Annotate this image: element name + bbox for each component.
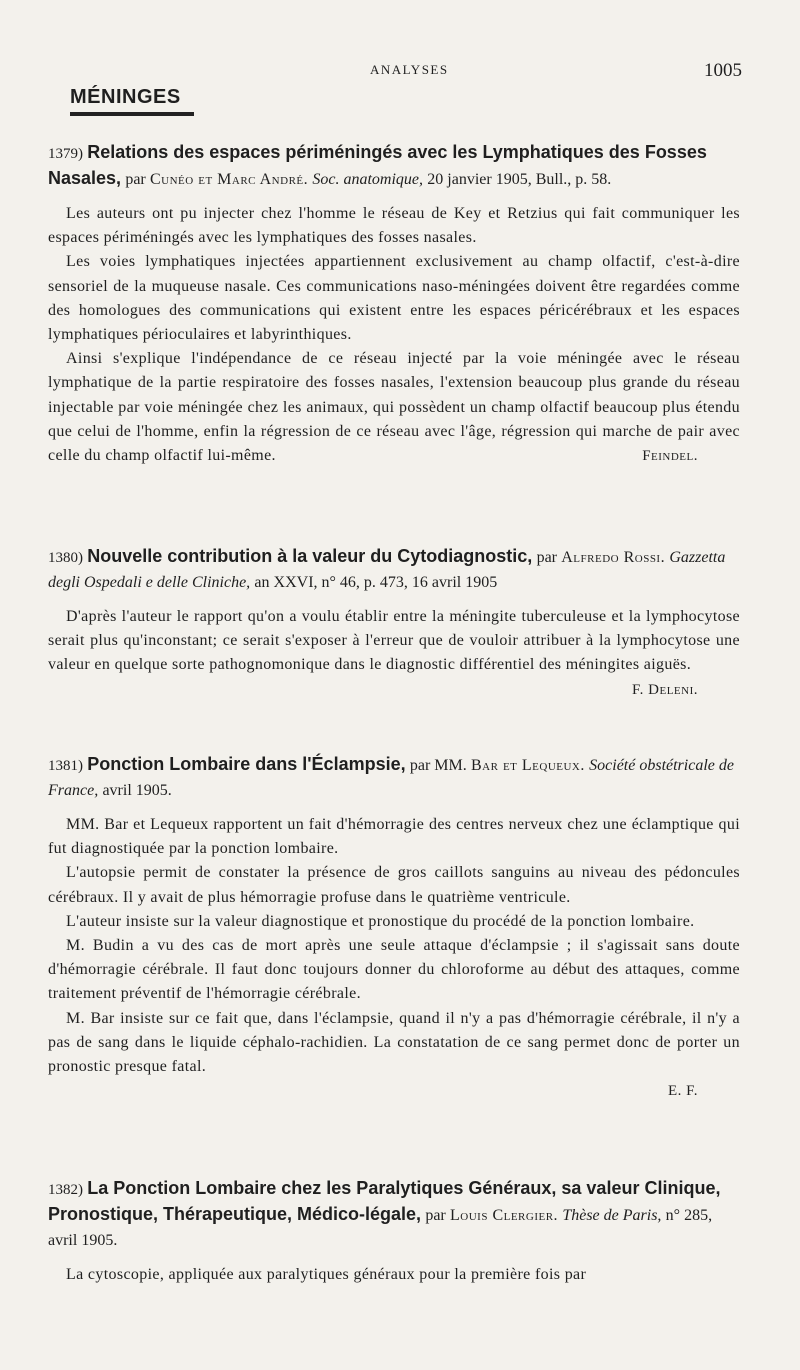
entry-authors-prefix: par [125, 171, 146, 188]
entry-paragraph: Ainsi s'explique l'indépendance de ce réseau injecté par la voie méningée avec le réseau lymphatique de la partie respiratoire des fosses nasales, l'extension beaucoup plus grande du réseau injectable par voie méningée chez les animaux, qui possèdent un champ olfactif beaucoup plus étendu que celui de l'homme, enfin la régression de ce réseau avec l'âge, régression qui marche de pair avec celle du champ olfactif lui-même. [48, 350, 740, 465]
entry-authors: Cunéo et Marc André. [150, 171, 309, 188]
abstract-entry-1381 [48, 752, 740, 1103]
entry-number: 1379) [48, 146, 83, 162]
entry-title: Ponction Lombaire dans l'Éclampsie, [87, 754, 406, 774]
entry-journal: Société obstétricale de France, [48, 757, 734, 799]
entry-title: Nouvelle contribution à la valeur du Cytodiagnostic, [87, 546, 533, 566]
entry-journal: Thèse de Paris, [562, 1207, 662, 1224]
entry-authors-prefix: par MM. [409, 757, 467, 774]
entry-number: 1380) [48, 550, 83, 566]
entry-title: Relations des espaces périméningés avec les Lymphatiques des Fosses Nasales, [48, 142, 707, 188]
abstract-entry-1379 [48, 140, 740, 468]
entry-heading [48, 752, 740, 803]
entry-paragraph: L'autopsie permit de constater la présence de gros caillots sanguins au niveau des pédoncules cérébraux. Il y avait de plus hémorragie profuse dans le quatrième ventricule. [48, 864, 740, 906]
entry-paragraph: L'auteur insiste sur la valeur diagnostique et pronostique du procédé de la ponction lombaire. [66, 912, 695, 930]
entry-details: avril 1905. [102, 782, 172, 799]
abstract-entry-1380 [48, 544, 740, 702]
entry-body [48, 202, 740, 468]
entry-signature: Feindel. [642, 448, 698, 465]
entry-heading [48, 544, 740, 595]
entry-details: an XXVI, n° 46, p. 473, 16 avril 1905 [254, 574, 498, 591]
running-head: ANALYSES [370, 62, 449, 77]
entry-number: 1381) [48, 758, 83, 774]
entry-signature: E. F. [667, 1083, 698, 1100]
section-title: MÉNINGES [70, 86, 181, 108]
entry-paragraph: Les voies lymphatiques injectées appartiennent exclusivement au champ olfactif, c'est-à-dire sensoriel de la muqueuse nasale. Ces communications naso-méningées doivent être regardées comme des homologues des communications qui existent entre les espaces péricérébraux et les espaces lymphatiques périoculaires et labyrinthiques. [48, 253, 740, 344]
entry-heading [48, 1176, 740, 1253]
entry-authors-prefix: par [536, 549, 557, 566]
entry-heading [48, 140, 740, 192]
entry-authors: Louis Clergier. [450, 1207, 559, 1224]
entry-body [48, 813, 740, 1079]
entry-paragraph: D'après l'auteur le rapport qu'on a voulu établir entre la méningite tuberculeuse et la lymphocytose serait plus qu'inconstant; ce serait s'exposer à l'erreur que de vouloir attribuer à la lymphocytose une valeur en quelque sorte pathognomonique dans le diagnostic différentiel des méningites aiguës. [48, 608, 740, 674]
entry-signature: F. Deleni. [632, 681, 698, 698]
entry-paragraph: MM. Bar et Lequeux rapportent un fait d'hémorragie des centres nerveux chez une éclamptique qui fut diagnostiquée par la ponction lombaire. [48, 816, 740, 858]
entry-body [48, 605, 740, 678]
entry-body [48, 1263, 740, 1287]
entry-details: 20 janvier 1905, Bull., p. 58. [427, 171, 612, 188]
entry-details: n° 285, avril 1905. [48, 1207, 713, 1249]
entry-paragraph: La cytoscopie, appliquée aux paralytiques généraux pour la première fois par [66, 1266, 587, 1283]
entry-paragraph: Les auteurs ont pu injecter chez l'homme le réseau de Key et Retzius qui fait communiquer les espaces périméningés avec les lymphatiques des fosses nasales. [48, 205, 740, 247]
entry-number: 1382) [48, 1182, 83, 1198]
entry-paragraph: M. Budin a vu des cas de mort après une seule attaque d'éclampsie ; il s'agissait sans doute d'hémorragie cérébrale. Il faut donc toujours donner du chloroforme au début des attaques, comme traitement préventif de l'hémorragie cérébrale. [48, 937, 740, 1003]
abstract-entry-1382 [48, 1176, 740, 1287]
entry-paragraph: M. Bar insiste sur ce fait que, dans l'éclampsie, quand il n'y a pas d'hémorragie cérébrale, il n'y a pas de sang dans le liquide céphalo-rachidien. La constatation de ce sang permet donc de porter un pronostic presque fatal. [48, 1009, 740, 1076]
page-number: 1005 [704, 60, 742, 81]
entry-authors: Bar et Lequeux. [471, 757, 585, 774]
entry-journal: Gazzetta degli Ospedali e delle Cliniche, [48, 549, 726, 591]
entry-journal: Soc. anatomique, [312, 171, 424, 188]
entry-title: La Ponction Lombaire chez les Paralytiques Généraux, sa valeur Clinique, Pronostique, Thérapeutique, Médico-légale, [48, 1178, 721, 1224]
entry-authors: Alfredo Rossi. [561, 549, 666, 566]
entry-authors-prefix: par [425, 1207, 446, 1224]
section-title-underline [70, 112, 194, 116]
